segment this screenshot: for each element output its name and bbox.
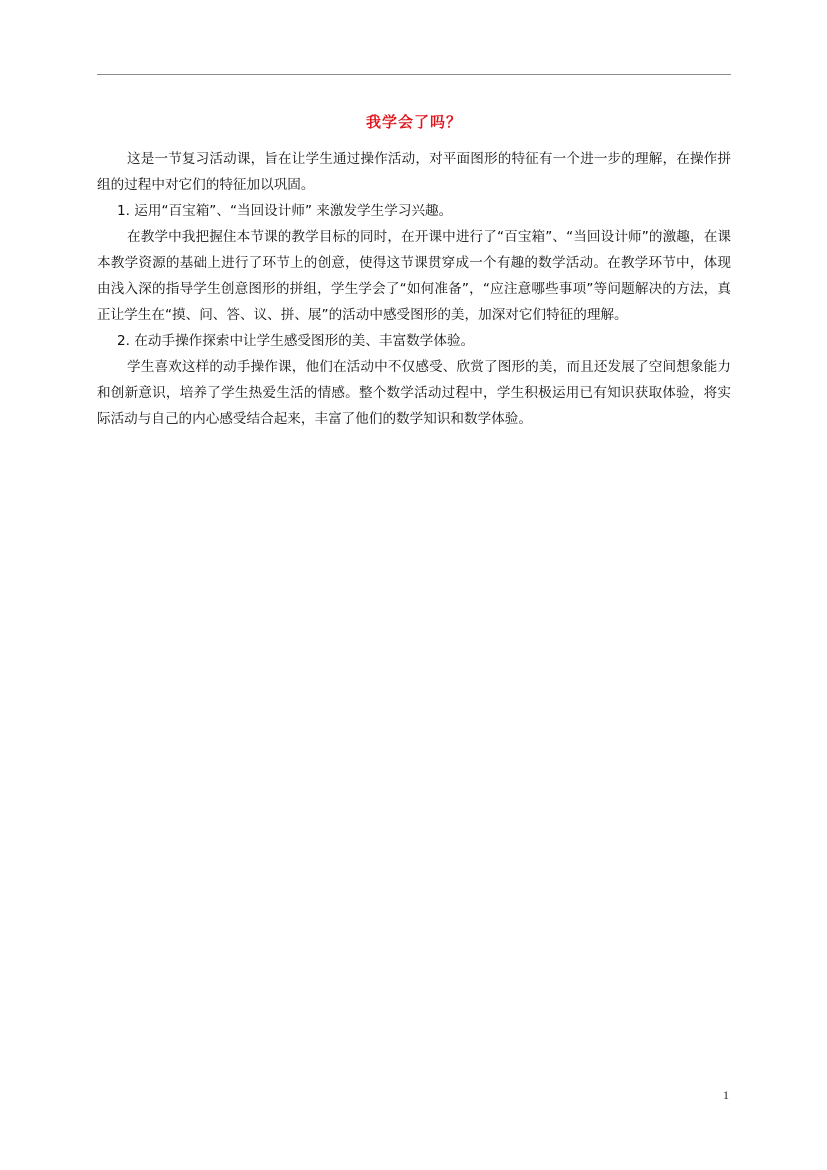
document-title: 我学会了吗？ (365, 113, 462, 131)
intro-paragraph: 这是一节复习活动课，旨在让学生通过操作活动，对平面图形的特征有一个进一步的理解，在操作拼组的过程中对它们的特征加以巩固。 (97, 151, 731, 193)
point-1-heading: 1. 运用“百宝箱”、“当回设计师” 来激发学生学习兴趣。 (117, 203, 453, 219)
point-2-heading: 2. 在动手操作探索中让学生感受图形的美、丰富数学体验。 (117, 333, 475, 349)
point-2-body: 学生喜欢这样的动手操作课，他们在活动中不仅感受、欣赏了图形的美，而且还发展了空间想象能力和创新意识，培养了学生热爱生活的情感。整个数学活动过程中，学生积极运用已有知识获取体验，将实际活动与自己的内心感受结合起来，丰富了他们的数学知识和数学体验。 (97, 359, 731, 427)
header-rule (97, 74, 731, 75)
page-number: 1 (723, 1088, 729, 1102)
point-1-body: 在教学中我把握住本节课的教学目标的同时，在开课中进行了“百宝箱”、“当回设计师”的激趣，在课本教学资源的基础上进行了环节上的创意，使得这节课贯穿成一个有趣的数学活动。在教学环节中，体现由浅入深的指导学生创意图形的拼组，学生学会了“如何准备”，“应注意哪些事项”等问题解决的方法，真正让学生在“摸、问、答、议、拼、展”的活动中感受图形的美，加深对它们特征的理解。 (97, 229, 731, 323)
page-content (97, 112, 731, 432)
